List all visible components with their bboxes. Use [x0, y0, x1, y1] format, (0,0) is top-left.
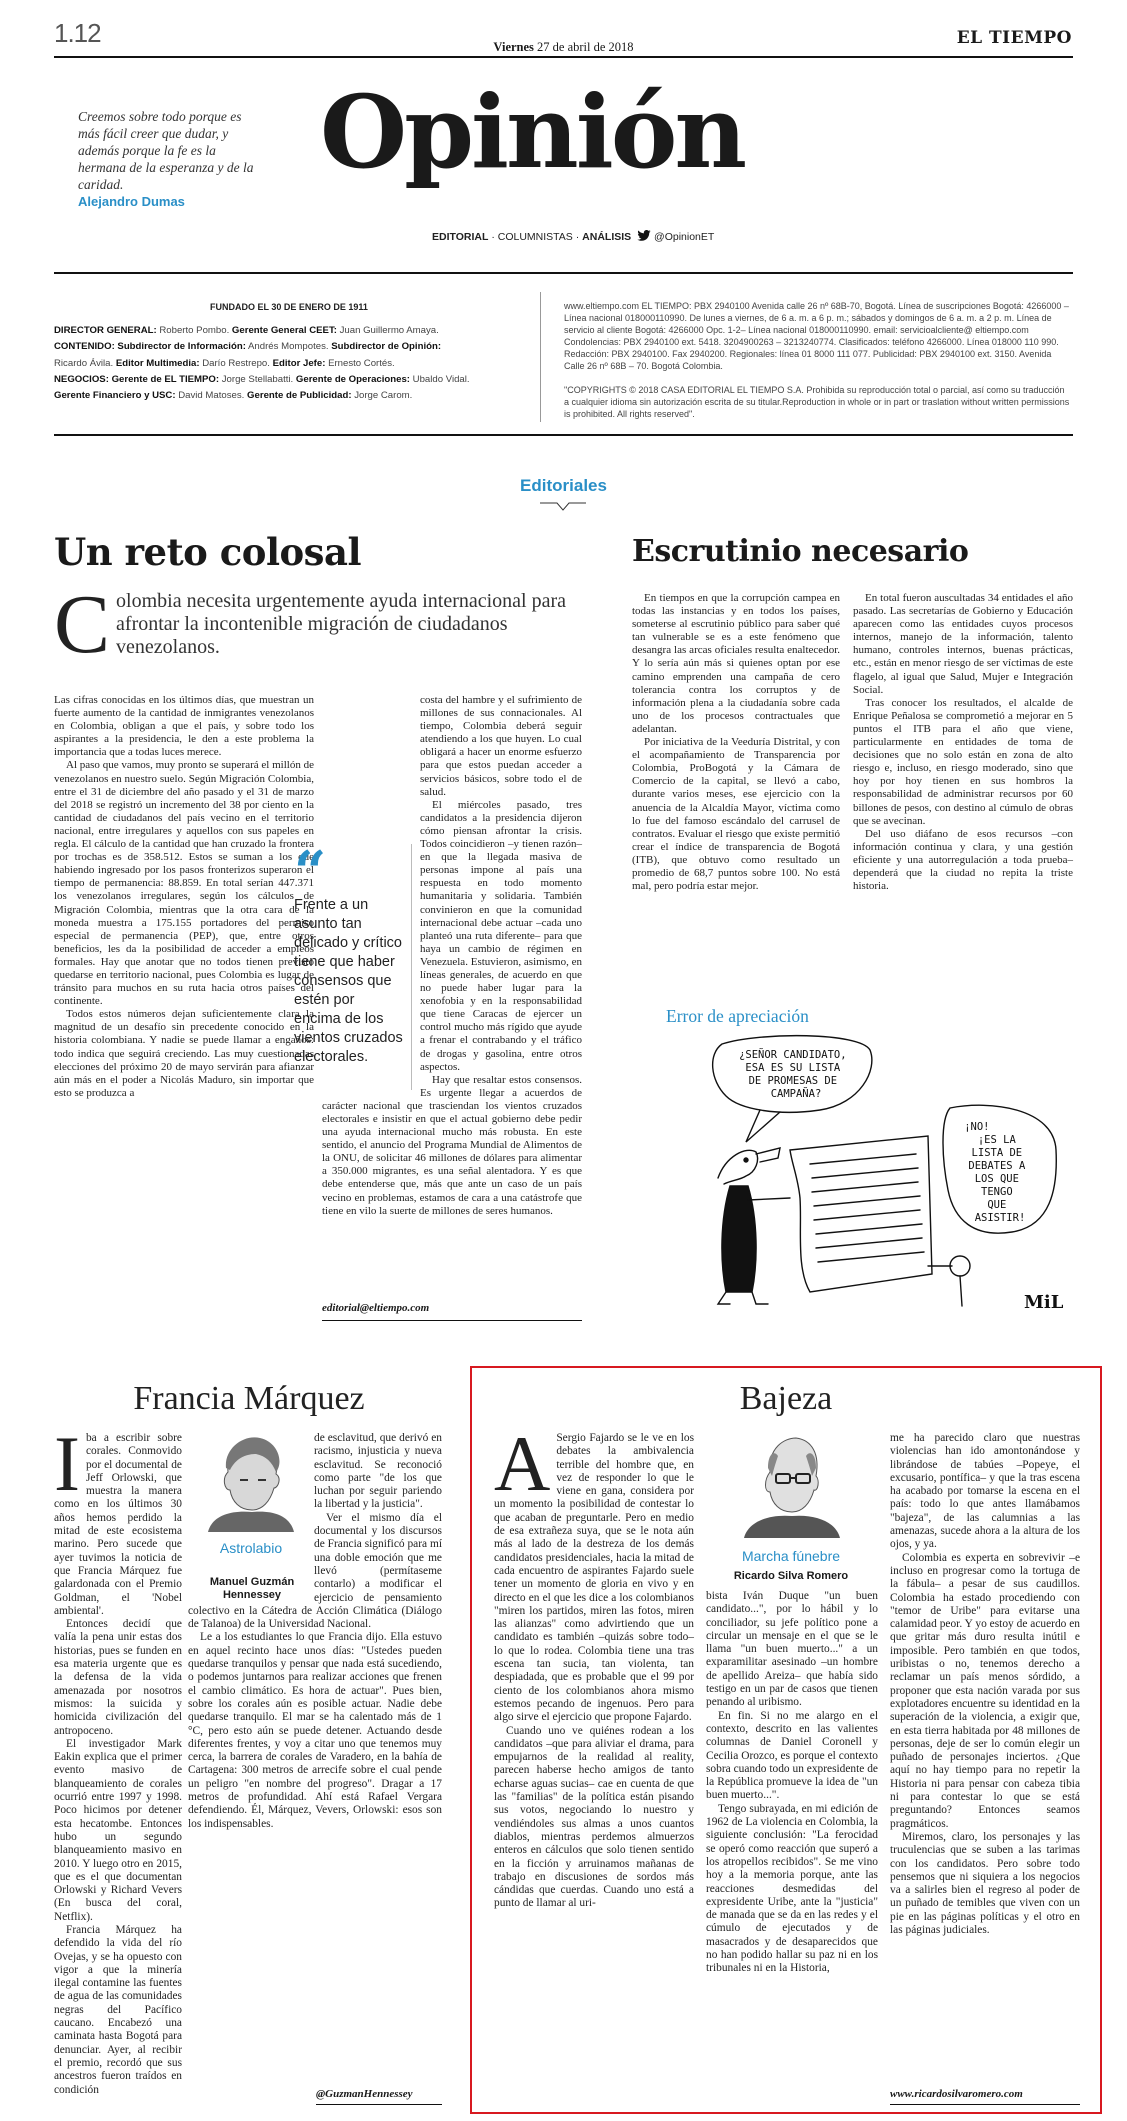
editorial-title-left: Un reto colosal	[54, 530, 362, 574]
column-left-col2: de esclavitud, que derivó en racismo, injusticia y nueva esclavitud. Se reconoció como parte "de los que luchan por seguir pariendo la libertad y la justicia". Ver el mismo día el documental y los discursos de Francia significó para mí una doble emoción que me llevó (permítaseme contarlo) a modificar el ejercicio de pensamiento colectivo en la Cátedra de Acción Climática (Diálogo de Talanoa) de la Universidad Nacional. Le a los estudiantes lo que Francia dijo. Ella estuvo en aquel recinto hace unos días: "Ustedes pueden quedarse tranquilos y pensar que nada está sucediendo, o podemos juntarnos para realizar acciones que frenen el cambio climático. Es hora de actuar". Pues bien, sobre los corales aún es posible actuar. Nadie debe quedarse tranquilo. El mar se ha calentado más de 1 °C, pero esto aún se puede detener. Actuando desde diferentes frentes, y voy a citar uno que tenemos muy cerca, la barrera de corales de Varadero, en la bahía de Cartagena: 300 metros de arrecife sobre el cual pende un peligro "en nombre del progreso". Dragar a 17 metros de profundidad. Ahí está Rafael Vergara defendiendo. Él, Márquez, Vevers, Orlowski: esos son los indispensables.	[188, 1432, 442, 1830]
photo-spacer	[706, 1432, 878, 1590]
masthead-top-rule	[54, 272, 1073, 274]
header-rule	[54, 56, 1073, 58]
editorial-lead-left: C olombia necesita urgentemente ayuda internacional para afrontar la incontenible migración de ciudadanos venezolanos.	[54, 578, 567, 671]
column-section-left: Astrolabio	[219, 1540, 283, 1556]
editorial-left-col2: “ Frente a un asunto tan delicado y crítico tiene que haber consensos que estén por encima de los vientos cruzados electorales. costa del hambre y el sufrimiento de millones de sus connacionales. Al tiempo, Colombia deberá seguir atendiendo a los que huyen. Lo cual obligará a hacer un enorme esfuerzo para que estos puedan acceder a servicios básicos, sobre todo el de salud. El miércoles pasado, tres candidatos a la presidencia dijeron cómo piensan afrontar la crisis. Todos coincidieron –y tienen razón– en que la llegada masiva de personas impone al país una respuesta en todo momento humanitaria y solidaria. También convinieron en que la comunidad internacional debe actuar –cada uno planteó una ruta diferente– para que haya un cambio de régimen en Venezuela. Estuvieron, asimismo, en líneas generales, de acuerdo en que no puede haber lugar para la xenofobia y en la responsabilidad que tiene Caracas de ejercer un control mucho más rígido que ayude a frenar el contrabando y el tráfico de drogas y gasolina, entre otros aspectos. Hay que resaltar estos consensos. Es urgente llegar a acuerdos de carácter nacional que trasciendan los vientos cruzados electorales e insistir en que el actual gobierno debe pedir una ayuda internacional mucho más robusta. En este sentido, el anuncio del Programa Mundial de Alimentos de la ONU, de solicitar 46 millones de dólares para alimentar a 350.000 migrantes, es una señal alentadora. Y es que debe entenderse que, más que ante un caso de un país vecino en problemas, estamos de cara a una catástrofe que tiene en vilo la suerte de millones de seres humanos.	[294, 694, 582, 1217]
editorial-rule	[322, 1320, 582, 1321]
epigraph-quote: Creemos sobre todo porque es más fácil creer que dudar, y además porque la fe es la hermana de la esperanza y de la caridad.	[78, 109, 254, 192]
editorial-right-col1: En tiempos en que la corrupción campea en todas las instancias y en todos los países, someterse al escrutinio público para saber qué tan vulnerable se es a este fenómeno que desangra las arcas oficiales resulta enaltecedor. Y lo sería aún más si quienes optan por ese camino emprenden una campaña de cero tolerancia contra los corruptos y de información plena a la ciudadanía sobre cada uno de los procesos contractuales que adelantan. Por iniciativa de la Veeduría Distrital, y con el acompañamiento de Transparencia por Colombia, ProBogotá y la Cámara de Comercio de la capital, se llevó a cabo, durante varios meses, ese ejercicio con la anuencia de la Alcaldía Mayor, víctima como lo fue del famoso escándalo del carrusel de contratos. Evaluar el riesgo que existe permitió crear el índice de transparencia de Bogotá (ITB), que obtuvo como resultado un promedio de 68,7 puntos sobre 100. No está mal, pero podría estar mejor.	[632, 592, 840, 893]
section-nav: EDITORIAL · COLUMNISTAS · ANÁLISIS @OpinionET	[432, 231, 715, 243]
section-title: Opinión	[320, 73, 745, 191]
editorial-left-col1: Las cifras conocidas en los últimos días, que muestran un fuerte aumento de la cantidad de inmigrantes venezolanos en Colombia, obligan a que el país, y sobre todo los aspirantes a la presidencia, le den a este problema la importancia que a todas luces merece. Al paso que vamos, muy pronto se superará el millón de venezolanos en nuestro suelo. Según Migración Colombia, entre el 31 de diciembre del año pasado y el 31 de marzo del 2018 se registró un incremento del 38 por ciento en la cantidad de ciudadanos del país vecino en el territorio nacional, entre irregulares y aquellos con sus papeles en regla. El cálculo de la cantidad que han cruzado la frontera por trochas es de 358.512. Estos se suman a los que habiendo ingresado por los pasos fronterizos superaron el tiempo de permanencia: 88.859. En total serían 447.371 los venezolanos irregulares, según los cálculos de Migración Colombia, mientras que la otra cara de la moneda muestra a 175.155 portadores del permiso especial de permanencia (PEP), que, entre otros beneficios, les da la posibilidad de acceder a empleos formales. Hay que anotar que no todos tienen previsto quedarse en territorio nacional, pues Colombia es lugar de tránsito para muchos en su ruta hacia otros países del continente. Todos estos números dejan suficientemente clara la magnitud de un desafío sin precedente conocido en la historia colombiana. Y nadie se puede llamar a engaños: todo indica que seguirá creciendo. Las muy cuestionadas elecciones del próximo 20 de mayo servirán para afianzar aún más en el poder a Nicolás Maduro, sin importar que esto se produzca a	[54, 694, 314, 1099]
drop-cap: C	[54, 578, 111, 671]
date-day: Viernes	[493, 40, 534, 54]
column-right-col2: bista Iván Duque "un buen candidato...", por lo hábil y lo conciliador, su jefe político pone a circular un mensaje en el que se le llama "un buen muerto..." a un exparamilitar asesinado –un hombre de apellido Areiza– que había sido testigo en un par de casos que tienen penando al uribismo. En fin. Si no me alargo en el contexto, descrito en las valientes columnas de Daniel Coronell y Cecilia Orozco, es porque el contexto sobra cuando todo un expresidente de la República promueve la idea de "un buen muerto...". Tengo subrayada, en mi edición de 1962 de La violencia en Colombia, la siguiente conclusión: "La ferocidad se operó como reacción que superó a los atropellos recibidos". Se me vino hoy a la memoria porque, ante las reacciones desmedidas del expresidente Uribe, ante la "justicia" de manada que se da en las redes y el cúmulo de ejecutados y de masacrados y de desaparecidos que no han podido hallar su paz ni en los tribunales ni en la Historia,	[706, 1432, 878, 2102]
column-author-right: Ricardo Silva Romero	[733, 1570, 849, 1582]
column-left-col1: I ba a escribir sobre corales. Conmovido por el documental de Jeff Orlowski, que muestra la manera como en los últimos 30 años hemos perdido la mitad de este ecosistema marino. Pero sucede que ayer tuvimos la noticia de que Francia Márquez fue galardonada con el Premio Goldman, el 'Nobel ambiental'. Entonces decidí que valía la pena unir estas dos historias, pues se funden en esa materia urgente que es la defensa de la vida amenazada por nosotros mismos: la suicida y homicida civilización del antropoceno. El investigador Mark Eakin explica que el primer evento masivo de blanqueamiento de corales ocurrió entre 1997 y 1998. Poco hicimos por detener esta hecatombe. Entonces hubo un segundo blanqueamiento masivo en 2010. Y luego otro en 2015, que es el que documentan Orlowski y Richard Vevers (En busca del coral, Netflix). Francia Márquez ha defendido la vida del río Ovejas, y se ha opuesto con vigor a que la minería ilegal contamine las fuentes de agua de las comunidades negras del Pacífico caucano. Encabezó una caminata hasta Bogotá para denunciar. Ayer, al recibir el premio, recordó que sus ancestros fueron traídos en condición	[54, 1420, 182, 2096]
staff-line: DIRECTOR GENERAL: Roberto Pombo. Gerente General CEET: Juan Guillermo Amaya.	[54, 325, 439, 337]
column-author-left: Manuel Guzmán Hennessey	[209, 1576, 295, 1601]
editorial-title-right: Escrutinio necesario	[632, 534, 969, 569]
cartoon-bubble-2: ¡NO! ¡ES LA LISTA DE DEBATES A LOS QUE TENGO QUE ASISTIR!	[964, 1121, 1026, 1224]
copyright-notice: "COPYRIGHTS © 2018 CASA EDITORIAL EL TIEMPO S.A. Prohibida su reproducción total o parcial, así como su traducción a cualquier idioma sin autorización escrita de su titular.Reproduction in whole or in part or traslation without written permissions is prohibited. All rights reserved".	[564, 385, 1070, 419]
date-rest: 27 de abril de 2018	[537, 40, 634, 54]
cartoon-bubble-1: ¿SEÑOR CANDIDATO, ESA ES SU LISTA DE PROMESAS DE CAMPAÑA?	[739, 1049, 847, 1100]
column-rule-left	[316, 2104, 442, 2105]
column-email-right[interactable]: www.ricardosilvaromero.com	[890, 2088, 1023, 2100]
cartoon	[660, 1030, 1070, 1320]
masthead-divider	[540, 292, 541, 422]
column-handle-left[interactable]: @GuzmanHennessey	[316, 2088, 413, 2100]
nav-analisis[interactable]: ANÁLISIS	[582, 231, 632, 243]
column-title-left: Francia Márquez	[133, 1380, 365, 1417]
masthead-contact	[564, 300, 1072, 420]
editorial-right-col2: En total fueron auscultadas 34 entidades el año pasado. Las secretarías de Gobierno y Educación aparecen como las entidades cuyos procesos internos, manejo de la información, talento humano, controles internos, buenas prácticas, etc., están en menor riesgo de ser víctimas de este flagelo, al igual que Salud, Mujer e Integración Social. Tras conocer los resultados, el alcalde de Enrique Peñalosa se comprometió a mejorar en 5 puntos el ITB para el año que viene, particularmente en entidades de toma de decisiones que no solo están en zona de alto riesgo e, incluso, en riesgo moderado, sino que hoy por hoy tienen en sus hombros la responsabilidad de administrar recursos por 60 billones de pesos, con destino al cúmulo de obras que se avecinan. Del uso diáfano de esos recursos –con información continua y clara, y una gestión eficiente y una autorregulación a toda prueba– dependerá que la ciudad no repita la triste historia.	[853, 592, 1073, 893]
twitter-icon	[637, 230, 651, 241]
epigraph	[78, 108, 263, 210]
drop-cap: A	[494, 1420, 551, 1507]
contact-info: www.eltiempo.com EL TIEMPO: PBX 2940100 Avenida calle 26 nº 68B-70, Bogotá. Línea de suscripciones Bogotá: 4266000 – Línea nacional 018000110990. De lunes a viernes, de 6 a. m. a 6 p. m.; sábados y domingos de 6 a. m. a 2 p. m. Línea de servicio al cliente Bogotá: 4266000 Opc. 1-2– Línea nacional 018000110990. email: servicioalcliente@ eltiempo.com Condolencias: PBX 2940100 ext. 5418. 3204900263 – 3213240774. Clasificados: teléfono 4266000. Línea 018000 110 990. Redacción: PBX 2940100. Fax 2940200. Regionales: línea 01 8000 111 077. Publicidad: PBX 2940100 ext. 3150. Avenida Calle 26 nº 68B – 70. Bogotá Colombia.	[564, 301, 1069, 371]
founded-line: FUNDADO EL 30 DE ENERO DE 1911	[210, 302, 368, 312]
editorial-email[interactable]: editorial@eltiempo.com	[322, 1302, 430, 1314]
column-section-right: Marcha fúnebre	[741, 1548, 841, 1564]
column-right-col1: A Sergio Fajardo se le ve en los debates la ambivalencia terrible del hombre que, en vez de responder lo que le viene en gana, considera por un momento la posibilidad de contestar lo que acaban de preguntarle. Pero en medio de esa extrañeza suya, que se le nota aún más al lado de la destreza de los demás candidatos presidenciales, hacia la mitad de cada encuentro de aspirantes Fajardo suele tener un momento de gloria en vivo y en directo en el que les dice a los colombianos "miren los partidos, miren las fotos, miren las alianzas" como advirtiendo que un candidato es también –quizás sobre todo– lo que lo rodea. Colombia tiene una tras escena tan sucia, tan violenta, tan despiadada, que es probable que el 99 por ciento de los colombianos ahora mismo estemos pecando de ingenuos. Pero para algo sirve el ejercicio que propone Fajardo. Cuando uno ve quiénes rodean a los candidatos –que para aliviar el drama, para empujarnos de la realidad al reality, parecen haberse hecho amigos de tanto echarse aguas sucias– cae en cuenta de que las "familias" de la política están pisando sus votos, negociando lo nuestro y vendiéndoles sus almas a unos cuantos diablos, mientras perdemos almuerzos enteros en cálculos que solo tienen sentido en la ficción y arruinamos mañanas de trabajo en discusiones de sordos más cándidas que cuerdas. Cuando uno está a punto de llamar al uri-	[494, 1420, 694, 1910]
staff-line: CONTENIDO: Subdirector de Información: Andrés Mompotes. Subdirector de Opinión:	[54, 341, 442, 353]
staff-line: NEGOCIOS: Gerente de EL TIEMPO: Jorge Stellabatti. Gerente de Operaciones: Ubaldo Vidal.	[54, 373, 470, 385]
cartoon-drawing	[660, 1030, 1070, 1320]
masthead-bottom-rule	[54, 434, 1073, 436]
page-number: 1.12	[54, 18, 101, 48]
page-header	[0, 0, 1127, 60]
pull-quote: “ Frente a un asunto tan delicado y crítico tiene que haber consensos que estén por encima de los vientos cruzados electorales.	[294, 844, 412, 1090]
editoriales-label: Editoriales	[520, 476, 607, 495]
nav-columnistas[interactable]: COLUMNISTAS	[497, 231, 573, 243]
twitter-handle[interactable]: @OpinionET	[654, 231, 715, 243]
cartoon-signature: MiL	[1024, 1292, 1064, 1313]
column-rule-right	[890, 2104, 1080, 2105]
staff-line: Gerente Financiero y USC: David Matoses. Gerente de Publicidad: Jorge Carom.	[54, 390, 413, 402]
nav-editorial[interactable]: EDITORIAL	[432, 231, 489, 243]
editoriales-chevron	[540, 497, 586, 507]
paper-name: EL TIEMPO	[956, 28, 1072, 48]
column-title-right: Bajeza	[739, 1380, 833, 1417]
drop-cap: I	[54, 1420, 80, 1507]
column-right-col3: me ha parecido claro que nuestras violencias han ido amontonándose y librándose de tabúes –Popeye, el excusario, pontífica– y que la tras escena ha acabado por tomarse la escena en el país: todo lo que antes llamábamos "bajeza", de las calumnias a las amenazas, sucede ahora a la altura de los ojos, y ya. Colombia es experta en sobrevivir –e incluso en progresar como la tortuga de la fábula– a pesar de sus caudillos. Colombia ha estado procediendo con "temor de Uribe" para evitarse una calamidad peor. Y yo estoy de acuerdo en que gritar más duro resulta inútil e imposible. Pero también en que todos, uribistas o no, tenemos derecho a reclamar un país menos sórdido, a proponer que esta nación varada por sus explotadores encuentre su identidad en la superación de la violencia, a exigir que, en esta tierra habitada por 48 millones de personas, deje de ser lo común elegir un puñado de personajes inciertos. ¿Que aquí no hay tiempo para no repetir la Historia ni para pensar con cabeza tibia ni para contestar lo que se está preguntando? Entonces seamos pragmáticos. Miremos, claro, los personajes y las truculencias que se suben a las tarimas con los candidatos. Pero sobre todo pensemos que ni siquiera a los negocios va a salirles bien el regreso al poder de un puñado de temibles que viven con un pie en las páginas políticas y el otro en las páginas judiciales.	[890, 1432, 1080, 1936]
masthead-staff	[54, 300, 524, 404]
quote-icon: “	[294, 839, 327, 905]
cartoon-title: Error de apreciación	[666, 1006, 809, 1026]
staff-line: Ricardo Ávila. Editor Multimedia: Darío Restrepo. Editor Jefe: Ernesto Cortés.	[54, 357, 395, 369]
photo-spacer	[188, 1432, 314, 1594]
epigraph-author: Alejandro Dumas	[78, 194, 185, 209]
